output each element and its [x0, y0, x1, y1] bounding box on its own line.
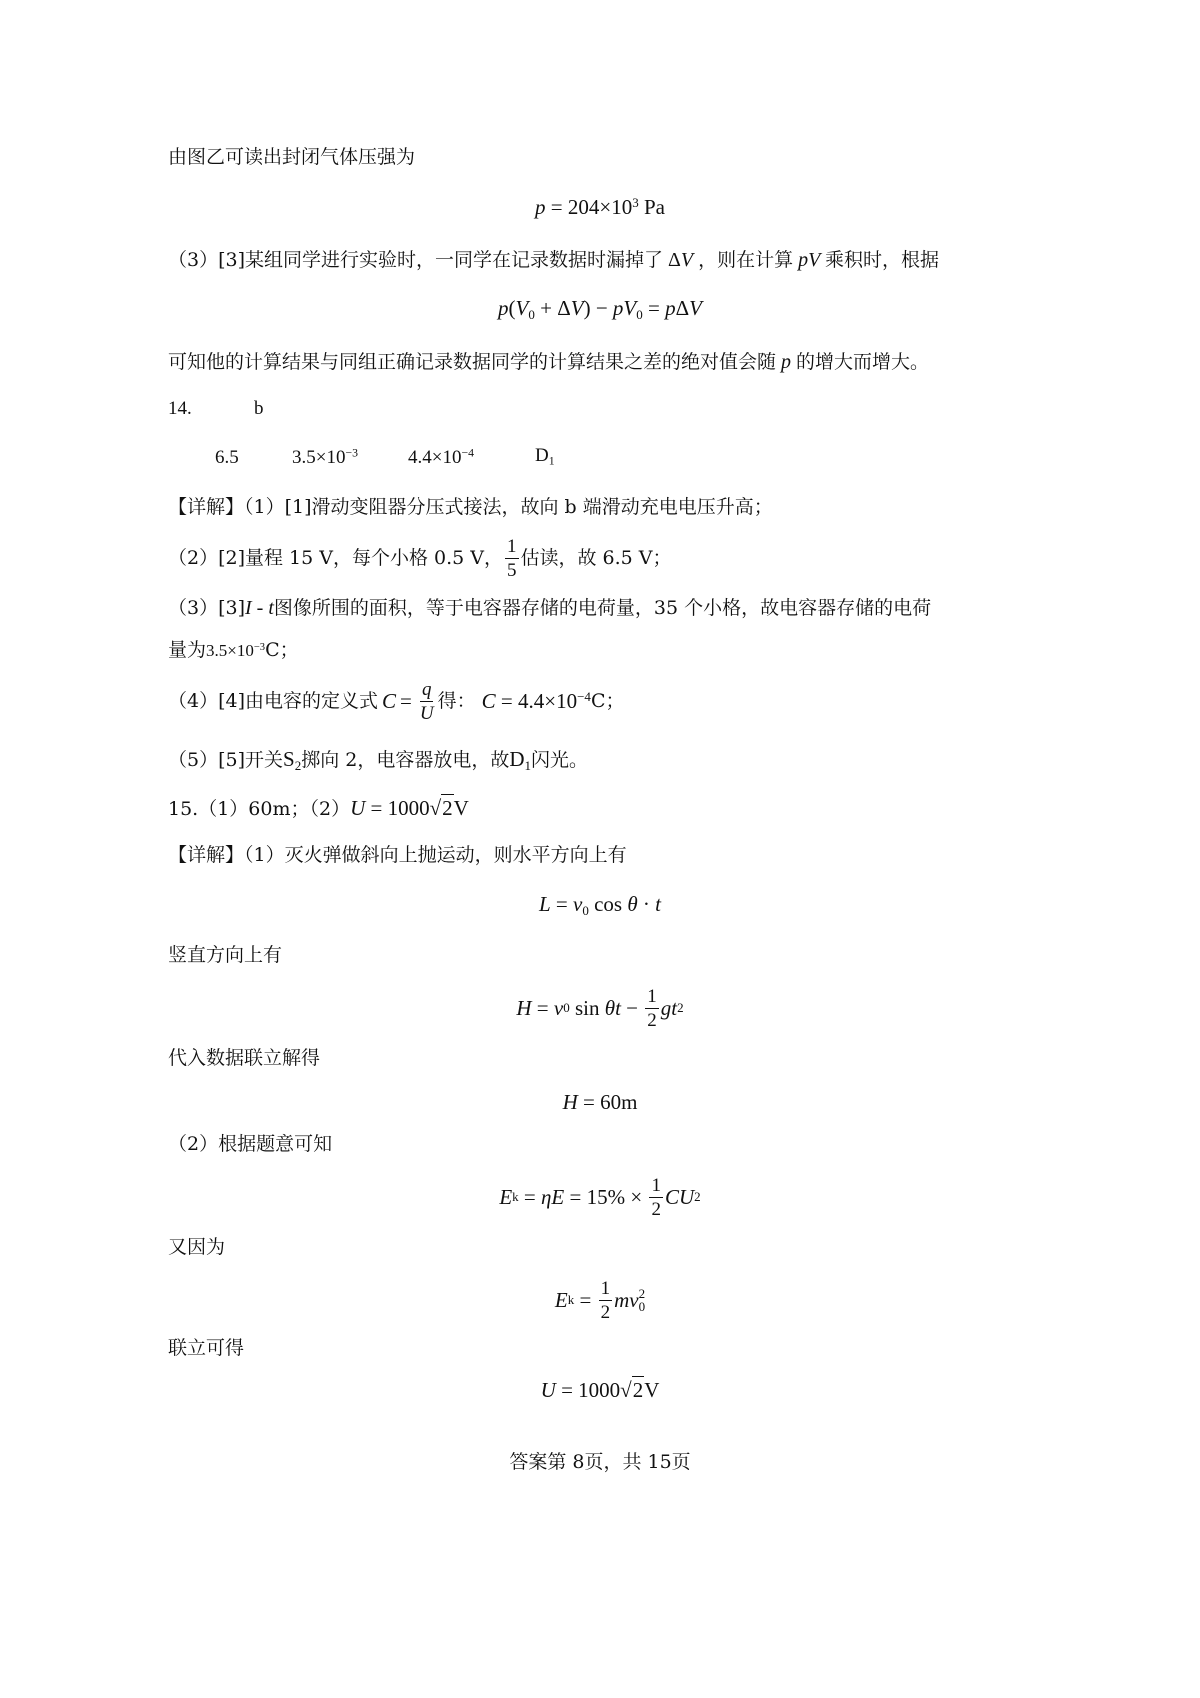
part3-text-b: ，则在计算 — [698, 249, 794, 271]
text-combine: 联立可得 — [168, 1337, 245, 1359]
fraction-q-over-u: $\frac{q}{U}$ — [419, 678, 434, 724]
equation-horizontal-motion: $L = v_0$ cos θ · t — [538, 892, 662, 918]
detail-part3-cont: 量为$3.5\times 10^{-3}C$； — [168, 639, 299, 661]
equation-kinetic-energy-efficiency: E k = ηE = 15% × $\frac{1}{2}$ CU 2 — [499, 1174, 701, 1220]
page-footer: 答案第 8页，共 15页 — [509, 1451, 691, 1473]
detail-15-part2: （2）根据题意可知 — [168, 1133, 333, 1155]
equation-voltage-result: U = 1000√2V — [540, 1378, 660, 1402]
fraction-one-fifth: $\frac{1}{5}$ — [507, 535, 517, 581]
question-14-answer-b: b — [254, 398, 264, 419]
detail-part4: （4）[4]由电容的定义式 C = $\frac{q}{U}$ 得： $C = 4.4\times 10^{-4}$ C； — [168, 678, 625, 724]
equation-pv-difference: $p(V_0 + \Delta V) - pV_0 = p\Delta V$ — [498, 296, 702, 322]
detail-part1: 【详解】（1）[1]滑动变阻器分压式接法，故向 b 端滑动充电电压升高； — [168, 496, 773, 518]
question-14-number: 14. — [168, 398, 192, 419]
answer-voltage: 6.5 — [215, 447, 239, 468]
text-line-part3: （3）[3]某组同学进行实验时，一同学在记录数据时漏掉了 ΔV ，则在计算 pV 乘积时，根据 — [168, 249, 939, 271]
detail-part2: （2）[2]量程 15 V，每个小格 0.5 V， $\frac{1}{5}$ 估读，故 6.5 V； — [168, 535, 672, 581]
text-line-conclusion: 可知他的计算结果与同组正确记录数据同学的计算结果之差的绝对值会随 p 的增大而增大。 — [168, 351, 930, 373]
equation-pressure: $p = 204\times 10^3$ Pa — [535, 194, 665, 219]
equation-height-result: H = 60m — [562, 1090, 638, 1114]
part3-text-c: 乘积时，根据 — [824, 249, 939, 271]
text-line-pressure-intro: 由图乙可读出封闭气体压强为 — [168, 146, 416, 168]
equation-vertical-motion: H = v 0 sin θt − $\frac{1}{2}$ gt 2 — [516, 985, 684, 1031]
text-vertical-direction: 竖直方向上有 — [168, 944, 283, 966]
part3-text-a: （3）[3]某组同学进行实验时，一同学在记录数据时漏掉了 — [168, 249, 664, 271]
conclusion-text-a: 可知他的计算结果与同组正确记录数据同学的计算结果之差的绝对值会随 — [168, 351, 777, 373]
question-15-answers: 15.（1）60m；（2）U = 1000√2V — [168, 796, 469, 820]
detail-part3: （3）[3]I - t图像所围的面积，等于电容器存储的电荷量，35 个小格，故电容器存储的电荷 — [168, 597, 932, 619]
conclusion-text-b: 的增大而增大。 — [796, 351, 930, 373]
text-also-because: 又因为 — [168, 1236, 226, 1258]
answer-charge: $3.5\times 10^{-3}$ — [292, 446, 358, 468]
detail-part5: （5）[5]开关$S_2$掷向 2，电容器放电，故$D_1$闪光。 — [168, 747, 589, 773]
detail-15-part1: 【详解】（1）灭火弹做斜向上抛运动，则水平方向上有 — [168, 844, 627, 866]
equation-kinetic-energy: E k = $\frac{1}{2}$ mv 2 0 — [554, 1277, 646, 1323]
answer-capacitance: $4.4\times 10^{-4}$ — [408, 446, 474, 468]
answer-diode: $D_1$ — [535, 445, 555, 468]
text-substitute-data: 代入数据联立解得 — [168, 1047, 321, 1069]
